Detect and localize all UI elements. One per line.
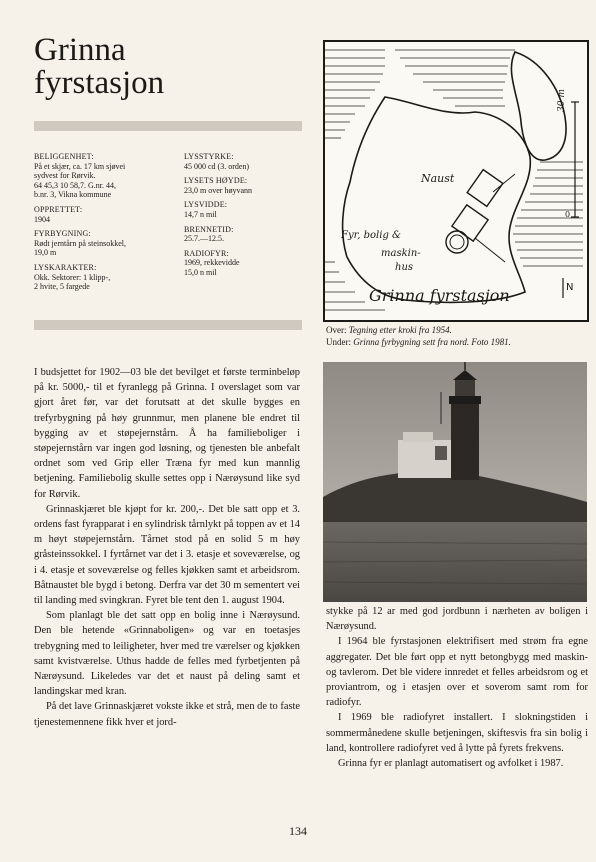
body-text-right-column — [326, 604, 588, 771]
fact-value: 1969, rekkevidde — [184, 258, 240, 268]
caption-under-lead: Under: — [326, 337, 351, 347]
fact-label: OPPRETTET: — [34, 204, 83, 214]
tower — [451, 402, 479, 480]
fact-block — [184, 225, 304, 244]
fact-value: 14,7 n mil — [184, 209, 217, 219]
fact-box-top-rule — [34, 121, 302, 131]
fact-label: LYSSTYRKE: — [184, 152, 234, 161]
fact-label: LYSETS HØYDE: — [184, 176, 248, 186]
fact-block — [34, 205, 174, 224]
page-number: 134 — [289, 824, 307, 838]
lighthouse-photo-drawing — [323, 362, 587, 602]
paragraph: På det lave Grinnaskjæret vokste ikke et strå, men de to faste tjenestemennene fikk hver et jord- — [34, 701, 300, 728]
fact-block — [184, 200, 304, 219]
label-maskin: maskin- — [381, 248, 421, 259]
fact-label: FYRBYGNING: — [34, 229, 91, 239]
fact-block — [184, 152, 304, 171]
label-scale-top: 30 m — [557, 89, 567, 112]
fact-value: 1904 — [34, 214, 50, 224]
caption-under-text: Grinna fyrbygning sett fra nord. Foto 1981. — [353, 337, 511, 347]
label-north: N — [566, 282, 574, 293]
fact-label: BELIGGENHET: — [34, 152, 94, 161]
fact-value: Rødt jerntårn på steinsokkel, — [34, 238, 126, 248]
label-map-title: Grinna fyrstasjon — [369, 286, 510, 305]
page-title — [34, 34, 304, 100]
caption-over-lead: Over: — [326, 325, 347, 335]
facts-left-column — [34, 152, 174, 297]
fact-block — [34, 263, 174, 292]
fact-label: RADIOFYR: — [184, 248, 229, 258]
facts-right-column — [184, 152, 304, 283]
label-fyr-bolig: Fyr, bolig & — [341, 230, 401, 241]
fact-label: LYSVIDDE: — [184, 200, 228, 210]
fact-value: Okk. Sektorer: 1 klipp-, — [34, 272, 111, 282]
site-sketch-map — [323, 40, 589, 322]
fact-value: På et skjær, ca. 17 km sjøvei — [34, 161, 126, 171]
fact-label: LYSKARAKTER: — [34, 262, 97, 272]
paragraph: Som planlagt ble det satt opp en bolig inne i Nærøysund. Den ble hetende «Grinnaboligen» og var en toetasjes trebygning med to leiligheter, hver med tre værelser og kjøkken samt kvistværelse. Uthus hadde de felles med fyrbetjenten på Nærøysund. Likeledes var det et naust på deling samt et landingskar med kran. — [34, 610, 300, 698]
label-naust: Naust — [421, 172, 455, 185]
island-outline — [343, 97, 531, 302]
fact-value: 23,0 m over høyvann — [184, 185, 252, 195]
body-text-left-column — [34, 365, 300, 730]
fact-value: 15,0 n mil — [184, 267, 217, 277]
title-line-1: Grinna — [34, 32, 126, 68]
label-scale-zero: 0 — [565, 210, 571, 219]
fact-value: 25.7.—12.5. — [184, 234, 224, 244]
fact-value: 45 000 cd (3. orden) — [184, 161, 250, 171]
fact-box-bottom-rule — [34, 320, 302, 330]
paragraph: Grinnaskjæret ble kjøpt for kr. 200,-. Det ble satt opp et 3. ordens fast fyrapparat i en sylindrisk tårnlykt på toppen av et 14 m høyt støpejernstårn. Tårnet stod på en solid 5 m høy gråsteinssokkel. I fyrtårnet var det i 3. etasje et soveværelse, og i 4. etasje et soveværelse og felles kjøkken samt et arbeidsrom. Båtnaustet ble bygd i betong. Derfra var det 30 m sementert vei til landing med svingkran. Fyret ble tent den 1. august 1904. — [34, 503, 300, 607]
paragraph: Grinna fyr er planlagt automatisert og avfolket i 1987. — [338, 758, 564, 770]
fact-label: BRENNETID: — [184, 224, 234, 234]
fact-value: 19,0 m — [34, 248, 57, 258]
fact-block — [184, 249, 304, 278]
fact-block — [34, 152, 174, 200]
fact-value: b.nr. 3, Vikna kommune — [34, 190, 112, 200]
fact-value: 64 45,3 10 58,7. G.nr. 44, — [34, 180, 116, 190]
fact-block — [34, 229, 174, 258]
paragraph: stykke på 12 ar med god jordbunn i nærheten av boligen i Nærøysund. — [326, 606, 588, 633]
paragraph: I 1964 ble fyrstasjonen elektrifisert med strøm fra egne aggregater. Det ble ført opp et nytt betongbygg med maskin- og tavlerom. Det ble videre innredet et felles arbeidsrom og et proviantrom, og i etasjen over et soverom samt rom for radiofyr. — [326, 636, 588, 709]
caption-block — [326, 324, 588, 348]
fact-value: sydvest for Rørvik. — [34, 171, 96, 181]
paragraph: I 1969 ble radiofyret installert. I slokningstiden i sommermånedene skulle betjeningen, skiftesvis fra sin bolig i land, kontrollere radiofyret ved å lytte på fyrets frekvens. — [326, 712, 588, 754]
caption-over-text: Tegning etter kroki fra 1954. — [348, 325, 452, 335]
caption-under — [326, 336, 588, 348]
fact-block — [184, 176, 304, 195]
title-line-2: fyrstasjon — [34, 65, 165, 101]
lighthouse-photo — [323, 362, 587, 602]
fact-value: 2 hvite, 5 fargede — [34, 282, 90, 292]
caption-over — [326, 324, 588, 336]
paragraph: I budsjettet for 1902—03 ble det bevilget et første terminbeløp på kr. 5000,- til et fyranlegg på Grinna. I overslaget som var gjort året før, var det forutsatt at det skulle bygges en trefyrbygning på høy grunnmur, men planene ble endret til bygging av et støpejernstårn. Å ha familieboliger i støpejernstårn var ingen god løsning, og tjenesten ble anbefalt ordnet som ved Grip eller Træna fyr med kun mannlig betjening. Familiebolig skulle settes opp i Nærøysund like syd for Rørvik. — [34, 367, 300, 500]
label-hus: hus — [395, 262, 414, 273]
